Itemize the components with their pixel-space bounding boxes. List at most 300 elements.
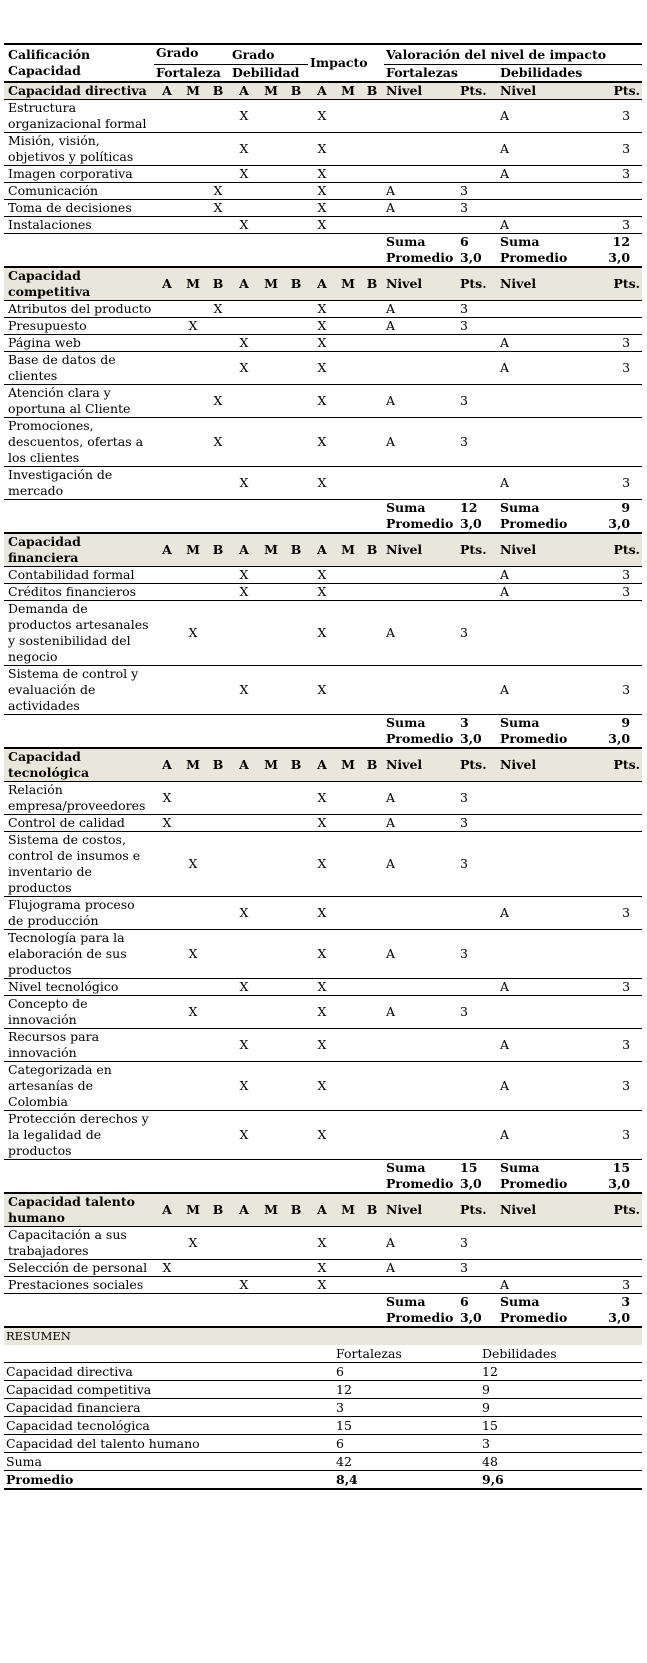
resumen-label: Capacidad tecnológica xyxy=(4,1417,334,1435)
impacto-mark xyxy=(360,1260,384,1277)
impacto-mark xyxy=(336,301,360,318)
pts-heading: Pts. xyxy=(574,267,642,301)
pts-heading: Pts. xyxy=(458,1193,498,1227)
fortaleza-pts xyxy=(458,217,498,234)
impacto-mark xyxy=(336,815,360,832)
grade-heading: M xyxy=(336,1193,360,1227)
impacto-mark xyxy=(336,1062,360,1111)
fortaleza-pts: 3 xyxy=(458,601,498,666)
debilidad-pts: 3 xyxy=(574,217,642,234)
fortaleza-mark xyxy=(206,601,230,666)
impacto-mark xyxy=(336,352,360,385)
debilidad-mark xyxy=(230,782,258,815)
grade-heading: B xyxy=(206,748,230,782)
impacto-mark xyxy=(360,930,384,979)
fortaleza-nivel xyxy=(384,467,458,500)
impacto-mark xyxy=(360,601,384,666)
grade-heading: M xyxy=(180,533,206,567)
impacto-mark: X xyxy=(308,100,336,133)
fortaleza-mark xyxy=(206,930,230,979)
impacto-mark xyxy=(336,166,360,183)
fortaleza-mark xyxy=(180,418,206,467)
resumen-fortalezas: 6 xyxy=(334,1363,480,1381)
impacto-mark xyxy=(336,200,360,217)
fortaleza-mark xyxy=(154,666,180,715)
nivel-heading: Nivel xyxy=(384,533,458,567)
fortaleza-mark xyxy=(154,996,180,1029)
promedio-blank xyxy=(4,516,384,533)
impacto-mark: X xyxy=(308,418,336,467)
impacto-mark xyxy=(360,100,384,133)
debilidad-pts: 3 xyxy=(574,979,642,996)
debilidad-mark: X xyxy=(230,584,258,601)
debilidad-mark xyxy=(230,815,258,832)
debilidad-mark xyxy=(284,815,308,832)
impacto-mark xyxy=(336,1227,360,1260)
suma-row xyxy=(4,234,642,251)
debilidad-mark xyxy=(284,930,308,979)
pts-heading: Pts. xyxy=(574,1193,642,1227)
fortaleza-pts xyxy=(458,666,498,715)
debilidad-mark xyxy=(230,385,258,418)
debilidad-mark xyxy=(258,930,284,979)
impacto-mark: X xyxy=(308,1277,336,1294)
debilidad-mark xyxy=(258,1227,284,1260)
fortaleza-pts: 3 xyxy=(458,832,498,897)
impacto-mark xyxy=(360,979,384,996)
debilidad-nivel: A xyxy=(498,666,574,715)
promedio-row xyxy=(4,1176,642,1193)
fortaleza-pts xyxy=(458,467,498,500)
item-label: Estructura organizacional formal xyxy=(4,100,154,133)
resumen-debilidades: 9 xyxy=(480,1381,642,1399)
impacto-mark xyxy=(360,318,384,335)
impacto-mark xyxy=(336,782,360,815)
item-label: Tecnología para la elaboración de sus productos xyxy=(4,930,154,979)
resumen-debilidades: 12 xyxy=(480,1363,642,1381)
promedio-fortalezas: 3,0 xyxy=(458,731,498,748)
fortaleza-mark xyxy=(180,200,206,217)
item-row xyxy=(4,996,642,1029)
item-row xyxy=(4,352,642,385)
debilidad-mark xyxy=(230,930,258,979)
impacto-mark xyxy=(336,318,360,335)
debilidad-mark: X xyxy=(230,133,258,166)
debilidad-mark xyxy=(230,1260,258,1277)
debilidad-mark: X xyxy=(230,467,258,500)
grade-heading: B xyxy=(360,82,384,100)
fortaleza-pts xyxy=(458,1111,498,1160)
grade-heading: B xyxy=(284,1193,308,1227)
fortaleza-mark xyxy=(180,1111,206,1160)
fortaleza-mark: X xyxy=(206,200,230,217)
item-label: Investigación de mercado xyxy=(4,467,154,500)
fortaleza-mark xyxy=(206,217,230,234)
resumen-row xyxy=(4,1417,642,1435)
suma-label: Suma xyxy=(500,234,540,249)
fortaleza-nivel: A xyxy=(384,385,458,418)
debilidad-mark xyxy=(284,385,308,418)
fortaleza-mark xyxy=(180,1029,206,1062)
impacto-mark: X xyxy=(308,301,336,318)
fortaleza-mark xyxy=(206,1227,230,1260)
resumen-header-row xyxy=(4,1345,642,1363)
nivel-heading: Nivel xyxy=(498,267,574,301)
debilidad-mark xyxy=(284,782,308,815)
promedio-fortalezas: 3,0 xyxy=(458,1310,498,1327)
fortaleza-nivel xyxy=(384,584,458,601)
promedio-label: Promedio xyxy=(384,250,458,267)
debilidad-mark xyxy=(284,100,308,133)
impacto-mark xyxy=(336,1029,360,1062)
grade-heading: B xyxy=(360,267,384,301)
debilidad-mark: X xyxy=(230,217,258,234)
header-grado-debilidad: Grado xyxy=(230,44,308,65)
item-label: Página web xyxy=(4,335,154,352)
resumen-label: Capacidad del talento humano xyxy=(4,1435,334,1453)
fortaleza-mark xyxy=(206,1062,230,1111)
debilidad-mark xyxy=(258,352,284,385)
fortaleza-pts: 3 xyxy=(458,996,498,1029)
resumen-fortalezas: 12 xyxy=(334,1381,480,1399)
fortaleza-pts xyxy=(458,352,498,385)
suma-label: Suma xyxy=(386,500,426,515)
fortaleza-mark xyxy=(180,183,206,200)
debilidad-mark xyxy=(230,301,258,318)
grade-heading: B xyxy=(284,748,308,782)
impacto-mark: X xyxy=(308,200,336,217)
fortaleza-mark xyxy=(154,567,180,584)
item-label: Base de datos de clientes xyxy=(4,352,154,385)
impacto-mark xyxy=(336,1260,360,1277)
resumen-row xyxy=(4,1363,642,1381)
debilidad-pts xyxy=(574,418,642,467)
resumen-col-fortalezas: Fortalezas xyxy=(334,1345,480,1363)
grade-heading: A xyxy=(308,748,336,782)
suma-label: Suma xyxy=(386,234,426,249)
debilidad-pts xyxy=(574,183,642,200)
impacto-mark xyxy=(336,100,360,133)
debilidad-mark xyxy=(230,601,258,666)
debilidad-mark xyxy=(258,1029,284,1062)
fortaleza-pts: 3 xyxy=(458,1227,498,1260)
fortaleza-mark xyxy=(154,318,180,335)
debilidad-pts: 3 xyxy=(574,1029,642,1062)
item-row xyxy=(4,318,642,335)
resumen-promedio-debilidades: 9,6 xyxy=(480,1471,642,1490)
impacto-mark: X xyxy=(308,930,336,979)
suma-debilidades: 12 xyxy=(612,234,631,249)
impacto-mark: X xyxy=(308,1111,336,1160)
grade-heading: A xyxy=(230,267,258,301)
fortaleza-mark xyxy=(154,930,180,979)
item-label: Contabilidad formal xyxy=(4,567,154,584)
fortaleza-mark xyxy=(154,1277,180,1294)
impacto-mark xyxy=(360,217,384,234)
debilidad-mark xyxy=(230,183,258,200)
debilidad-nivel: A xyxy=(498,897,574,930)
resumen-label: Capacidad financiera xyxy=(4,1399,334,1417)
section-header-row xyxy=(4,267,642,301)
impacto-mark xyxy=(360,1277,384,1294)
grade-heading: M xyxy=(336,748,360,782)
header-fortalezas: Fortalezas xyxy=(384,65,498,83)
impacto-mark: X xyxy=(308,467,336,500)
section-header-row xyxy=(4,748,642,782)
debilidad-nivel xyxy=(498,930,574,979)
grade-heading: M xyxy=(336,267,360,301)
debilidad-mark xyxy=(284,1062,308,1111)
fortaleza-mark xyxy=(180,584,206,601)
fortaleza-mark: X xyxy=(206,385,230,418)
suma-label: Suma xyxy=(500,500,540,515)
fortaleza-nivel xyxy=(384,1111,458,1160)
fortaleza-mark: X xyxy=(206,183,230,200)
fortaleza-mark xyxy=(206,1277,230,1294)
debilidad-mark xyxy=(258,601,284,666)
fortaleza-mark xyxy=(180,217,206,234)
grade-heading: A xyxy=(230,533,258,567)
fortaleza-mark xyxy=(206,1029,230,1062)
debilidad-mark xyxy=(284,335,308,352)
debilidad-mark: X xyxy=(230,666,258,715)
debilidad-nivel xyxy=(498,318,574,335)
promedio-fortalezas: 3,0 xyxy=(458,250,498,267)
fortaleza-mark xyxy=(154,217,180,234)
section-header-row xyxy=(4,533,642,567)
debilidad-mark xyxy=(230,996,258,1029)
fortaleza-pts xyxy=(458,166,498,183)
fortaleza-mark: X xyxy=(180,996,206,1029)
debilidad-mark: X xyxy=(230,100,258,133)
section-header-row xyxy=(4,1193,642,1227)
section-name: Capacidad talento humano xyxy=(4,1193,154,1227)
nivel-heading: Nivel xyxy=(384,267,458,301)
debilidad-mark xyxy=(258,782,284,815)
debilidad-mark xyxy=(258,217,284,234)
promedio-row xyxy=(4,1310,642,1327)
suma-debilidades: 15 xyxy=(612,1160,631,1175)
fortaleza-mark xyxy=(180,979,206,996)
debilidad-mark xyxy=(258,979,284,996)
impacto-mark: X xyxy=(308,1062,336,1111)
debilidad-nivel xyxy=(498,418,574,467)
promedio-blank xyxy=(4,1310,384,1327)
debilidad-nivel: A xyxy=(498,979,574,996)
fortaleza-pts xyxy=(458,1029,498,1062)
pts-heading: Pts. xyxy=(458,267,498,301)
debilidad-mark xyxy=(284,166,308,183)
nivel-heading: Nivel xyxy=(498,533,574,567)
item-row xyxy=(4,832,642,897)
debilidad-nivel: A xyxy=(498,352,574,385)
fortaleza-mark: X xyxy=(206,418,230,467)
resumen-promedio-row xyxy=(4,1471,642,1490)
suma-label: Suma xyxy=(386,1160,426,1175)
debilidad-nivel xyxy=(498,1227,574,1260)
promedio-label: Promedio xyxy=(498,516,574,533)
item-row xyxy=(4,183,642,200)
debilidad-mark xyxy=(258,996,284,1029)
fortaleza-mark: X xyxy=(154,815,180,832)
debilidad-pts xyxy=(574,200,642,217)
fortaleza-mark: X xyxy=(180,930,206,979)
grade-heading: A xyxy=(308,267,336,301)
fortaleza-nivel xyxy=(384,217,458,234)
impacto-mark xyxy=(336,335,360,352)
item-label: Demanda de productos artesanales y sostenibilidad del negocio xyxy=(4,601,154,666)
fortaleza-mark xyxy=(206,996,230,1029)
header-grado-fortaleza: Grado xyxy=(154,44,230,65)
fortaleza-mark xyxy=(206,166,230,183)
debilidad-mark xyxy=(258,467,284,500)
debilidad-mark xyxy=(258,335,284,352)
suma-debilidades: 9 xyxy=(621,500,631,515)
impacto-mark xyxy=(336,467,360,500)
fortaleza-mark xyxy=(154,418,180,467)
grade-heading: A xyxy=(230,82,258,100)
suma-label: Suma xyxy=(500,715,540,730)
fortaleza-mark xyxy=(154,979,180,996)
pts-heading: Pts. xyxy=(458,748,498,782)
item-label: Protección derechos y la legalidad de productos xyxy=(4,1111,154,1160)
promedio-blank xyxy=(4,1176,384,1193)
fortaleza-pts xyxy=(458,979,498,996)
debilidad-mark xyxy=(284,418,308,467)
item-label: Prestaciones sociales xyxy=(4,1277,154,1294)
debilidad-pts xyxy=(574,385,642,418)
resumen-debilidades: 9 xyxy=(480,1399,642,1417)
grade-heading: M xyxy=(180,1193,206,1227)
fortaleza-mark xyxy=(206,352,230,385)
debilidad-nivel: A xyxy=(498,1062,574,1111)
nivel-heading: Nivel xyxy=(384,82,458,100)
nivel-heading: Nivel xyxy=(384,1193,458,1227)
resumen-debilidades: 3 xyxy=(480,1435,642,1453)
debilidad-mark xyxy=(284,183,308,200)
grade-heading: B xyxy=(360,748,384,782)
fortaleza-pts: 3 xyxy=(458,301,498,318)
debilidad-nivel xyxy=(498,601,574,666)
promedio-blank xyxy=(4,731,384,748)
resumen-row xyxy=(4,1381,642,1399)
fortaleza-nivel: A xyxy=(384,183,458,200)
debilidad-mark xyxy=(258,183,284,200)
item-row xyxy=(4,584,642,601)
promedio-label: Promedio xyxy=(498,1310,574,1327)
debilidad-nivel: A xyxy=(498,166,574,183)
debilidad-pts: 3 xyxy=(574,666,642,715)
suma-blank xyxy=(4,500,384,517)
item-label: Flujograma proceso de producción xyxy=(4,897,154,930)
debilidad-pts: 3 xyxy=(574,335,642,352)
debilidad-mark xyxy=(258,666,284,715)
debilidad-mark xyxy=(284,318,308,335)
suma-row xyxy=(4,1294,642,1311)
debilidad-pts xyxy=(574,301,642,318)
suma-row xyxy=(4,715,642,732)
fortaleza-mark xyxy=(154,385,180,418)
fortaleza-mark xyxy=(180,567,206,584)
impacto-mark: X xyxy=(308,1260,336,1277)
pts-heading: Pts. xyxy=(574,748,642,782)
debilidad-nivel xyxy=(498,200,574,217)
promedio-label: Promedio xyxy=(384,516,458,533)
item-row xyxy=(4,385,642,418)
impacto-mark xyxy=(360,567,384,584)
debilidad-pts: 3 xyxy=(574,166,642,183)
grade-heading: B xyxy=(206,267,230,301)
promedio-row xyxy=(4,516,642,533)
promedio-debilidades: 3,0 xyxy=(574,1176,642,1193)
debilidad-mark xyxy=(258,1062,284,1111)
fortaleza-nivel: A xyxy=(384,418,458,467)
fortaleza-nivel xyxy=(384,335,458,352)
promedio-debilidades: 3,0 xyxy=(574,731,642,748)
fortaleza-pts xyxy=(458,567,498,584)
fortaleza-mark xyxy=(154,1111,180,1160)
fortaleza-mark xyxy=(154,352,180,385)
impacto-mark xyxy=(360,166,384,183)
debilidad-mark xyxy=(284,1111,308,1160)
debilidad-mark xyxy=(258,1277,284,1294)
fortaleza-pts: 3 xyxy=(458,1260,498,1277)
impacto-mark xyxy=(336,897,360,930)
debilidad-mark xyxy=(230,1227,258,1260)
promedio-label: Promedio xyxy=(498,731,574,748)
fortaleza-mark: X xyxy=(180,832,206,897)
impacto-mark: X xyxy=(308,815,336,832)
promedio-debilidades: 3,0 xyxy=(574,1310,642,1327)
impacto-mark xyxy=(336,183,360,200)
resumen-fortalezas: 15 xyxy=(334,1417,480,1435)
impacto-mark xyxy=(336,217,360,234)
fortaleza-mark xyxy=(206,1111,230,1160)
grade-heading: M xyxy=(180,748,206,782)
debilidad-nivel: A xyxy=(498,100,574,133)
impacto-mark: X xyxy=(308,133,336,166)
fortaleza-mark xyxy=(154,897,180,930)
impacto-mark: X xyxy=(308,601,336,666)
impacto-mark xyxy=(360,385,384,418)
debilidad-mark xyxy=(284,352,308,385)
impacto-mark xyxy=(336,996,360,1029)
fortaleza-mark xyxy=(154,100,180,133)
debilidad-mark xyxy=(284,897,308,930)
suma-fortalezas: 15 xyxy=(460,1160,478,1175)
debilidad-mark: X xyxy=(230,352,258,385)
impacto-mark xyxy=(360,335,384,352)
debilidad-pts xyxy=(574,815,642,832)
fortaleza-nivel xyxy=(384,666,458,715)
debilidad-mark xyxy=(230,832,258,897)
fortaleza-mark xyxy=(154,1029,180,1062)
debilidad-nivel: A xyxy=(498,217,574,234)
debilidad-pts: 3 xyxy=(574,584,642,601)
impacto-mark xyxy=(360,996,384,1029)
resumen-label: Suma xyxy=(4,1453,334,1471)
debilidad-mark: X xyxy=(230,1029,258,1062)
impacto-mark xyxy=(360,301,384,318)
item-label: Imagen corporativa xyxy=(4,166,154,183)
grade-heading: A xyxy=(154,82,180,100)
resumen-table xyxy=(4,1328,642,1490)
debilidad-nivel: A xyxy=(498,1111,574,1160)
suma-blank xyxy=(4,1294,384,1311)
grade-heading: B xyxy=(360,1193,384,1227)
impacto-mark xyxy=(360,1029,384,1062)
debilidad-nivel xyxy=(498,1260,574,1277)
